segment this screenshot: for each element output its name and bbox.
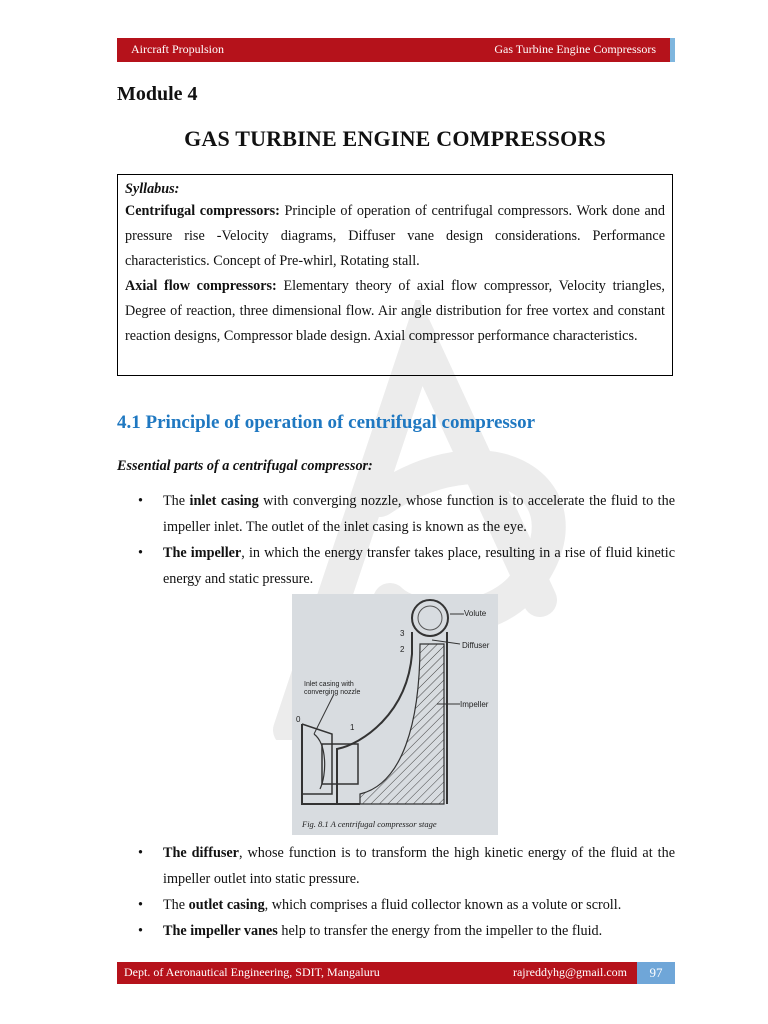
compressor-figure <box>292 594 498 835</box>
figure-label-impeller: Impeller <box>460 700 489 709</box>
figure-label-0: 0 <box>296 715 301 724</box>
running-header <box>117 38 670 62</box>
header-accent <box>670 38 675 62</box>
syllabus-axial <box>125 274 665 349</box>
figure-caption: Fig. 8.1 A centrifugal compressor stage <box>302 819 437 829</box>
figure-label-2: 2 <box>400 645 405 654</box>
module-label: Module 4 <box>117 83 198 105</box>
header-left-text: Aircraft Propulsion <box>131 42 224 56</box>
page-title: GAS TURBINE ENGINE COMPRESSORS <box>184 126 606 151</box>
list-item: • The impeller vanes help to transfer the energy from the impeller to the fluid. <box>138 923 603 939</box>
figure-label-1: 1 <box>350 723 355 732</box>
axial-text: Elementary theory of axial flow compressor, Velocity triangles, Degree of reaction, three dimensional flow. Air angle distribution for free vortex and constant reaction designs, Compressor blade design. Axial compressor performance characteristics. <box>125 278 665 344</box>
syllabus-box <box>117 174 673 376</box>
syllabus-centrifugal <box>125 199 665 274</box>
header-right-text: Gas Turbine Engine Compressors <box>494 42 656 56</box>
running-footer <box>117 962 637 984</box>
subheading: Essential parts of a centrifugal compressor: <box>117 458 373 474</box>
figure-label-volute: Volute <box>464 609 487 618</box>
list-item: • The diffuser, whose function is to transform the high kinetic energy of the fluid at the impeller outlet into static pressure. <box>138 845 676 887</box>
figure-label-diffuser: Diffuser <box>462 641 490 650</box>
list-item: • The inlet casing with converging nozzle, whose function is to accelerate the fluid to the impeller inlet. The outlet of the inlet casing is known as the eye. <box>138 493 676 535</box>
bullet-list-bottom <box>117 840 675 944</box>
footer-left-text: Dept. of Aeronautical Engineering, SDIT, Mangaluru <box>124 965 380 979</box>
page-number: 97 <box>637 962 675 984</box>
figure-label-3: 3 <box>400 629 405 638</box>
list-item: • The outlet casing, which comprises a fluid collector known as a volute or scroll. <box>138 897 622 913</box>
figure-label-inlet-1: Inlet casing with <box>304 681 354 688</box>
centrifugal-label: Centrifugal compressors: <box>125 203 280 219</box>
footer-email: rajreddyhg@gmail.com <box>512 965 627 979</box>
list-item: • The impeller, in which the energy transfer takes place, resulting in a rise of fluid kinetic energy and static pressure. <box>138 545 675 587</box>
compressor-diagram <box>292 594 498 835</box>
centrifugal-text: Principle of operation of centrifugal compressors. Work done and pressure rise -Velocity diagrams, Diffuser vane design considerations. Performance characteristics. Concept of Pre-whirl, Rotating stall. <box>125 203 665 269</box>
axial-label: Axial flow compressors: <box>125 278 277 294</box>
bullet-list-top <box>117 488 675 592</box>
syllabus-heading: Syllabus: <box>125 181 180 197</box>
figure-label-inlet-2: converging nozzle <box>304 689 361 696</box>
section-heading: 4.1 Principle of operation of centrifugal compressor <box>117 412 536 433</box>
